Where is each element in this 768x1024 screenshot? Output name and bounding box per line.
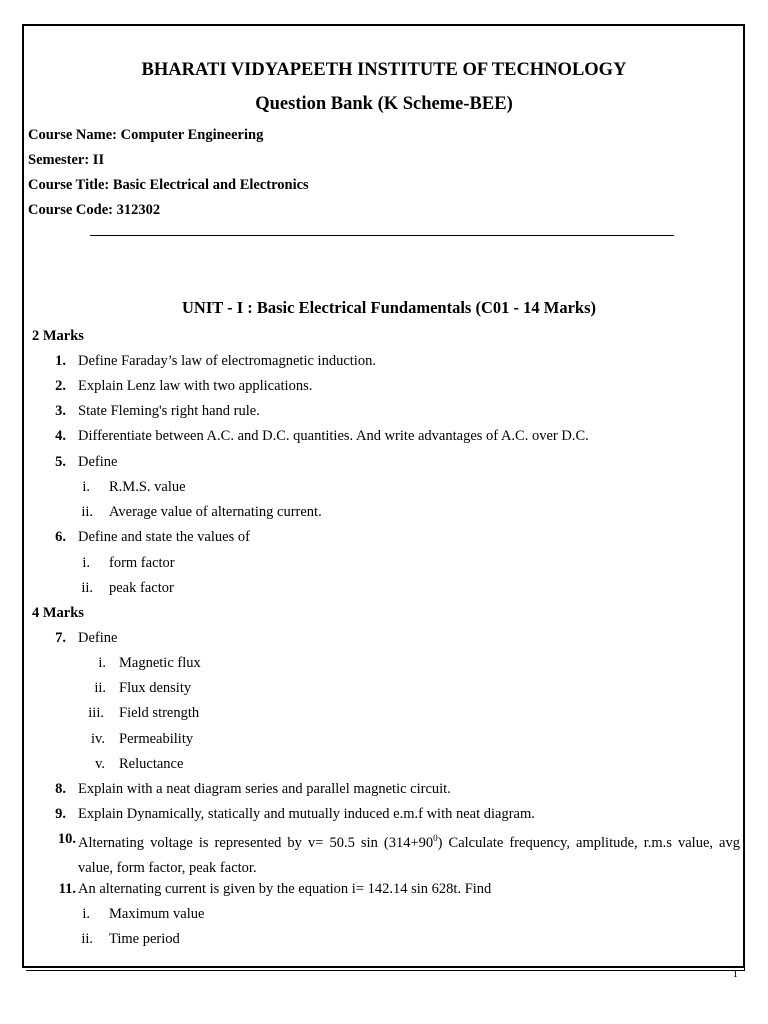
question-text-part: ) Calculate frequency, amplitude, r.m.s value, avg value, form factor, peak factor. bbox=[78, 834, 740, 876]
sub-item-text: R.M.S. value bbox=[109, 479, 186, 495]
question-text-part: Alternating voltage is represented by v= 50.5 sin (314+90 bbox=[78, 834, 434, 851]
question-text bbox=[78, 826, 740, 881]
sub-item-number: i. bbox=[82, 555, 90, 571]
sub-item-number: iii. bbox=[88, 705, 104, 721]
page-number: 1 bbox=[732, 968, 738, 980]
question-text: Explain Dynamically, statically and mutually induced e.m.f with neat diagram. bbox=[78, 806, 535, 822]
institute-title: BHARATI VIDYAPEETH INSTITUTE OF TECHNOLOGY bbox=[141, 60, 627, 80]
sub-item-number: i. bbox=[82, 906, 90, 922]
question-text: Explain Lenz law with two applications. bbox=[78, 378, 313, 394]
semester: Semester: II bbox=[28, 152, 105, 168]
sub-item-number: iv. bbox=[91, 731, 105, 747]
question-number: 2. bbox=[55, 378, 66, 394]
course-title: Course Title: Basic Electrical and Electronics bbox=[28, 177, 309, 193]
header-divider bbox=[90, 235, 674, 236]
sub-item-number: ii. bbox=[81, 580, 93, 596]
sub-item-text: Field strength bbox=[119, 705, 200, 721]
question-text: Define Faraday’s law of electromagnetic induction. bbox=[78, 353, 376, 369]
question-number: 5. bbox=[55, 454, 66, 470]
question-text: Define bbox=[78, 630, 118, 646]
section-4-marks: 4 Marks bbox=[32, 605, 84, 621]
degree-superscript: 0 bbox=[433, 833, 438, 843]
sub-item-number: ii. bbox=[94, 680, 106, 696]
unit-heading: UNIT - I : Basic Electrical Fundamentals (C01 - 14 Marks) bbox=[182, 298, 596, 317]
sub-item-text: Flux density bbox=[119, 680, 192, 696]
document-title: Question Bank (K Scheme-BEE) bbox=[255, 94, 513, 114]
sub-item-text: Magnetic flux bbox=[119, 655, 201, 671]
question-number: 11. bbox=[58, 881, 76, 897]
sub-item-number: i. bbox=[82, 479, 90, 495]
question-number: 10. bbox=[57, 831, 76, 847]
sub-item-text: Time period bbox=[109, 931, 180, 947]
question-text: State Fleming's right hand rule. bbox=[78, 403, 260, 419]
question-number: 8. bbox=[55, 781, 66, 797]
question-number: 6. bbox=[55, 529, 66, 545]
sub-item-text: peak factor bbox=[109, 580, 174, 596]
sub-item-text: form factor bbox=[109, 555, 175, 571]
question-text: Define and state the values of bbox=[78, 529, 250, 545]
sub-item-text: Permeability bbox=[119, 731, 194, 747]
question-number: 9. bbox=[55, 806, 66, 822]
question-number: 7. bbox=[55, 630, 66, 646]
sub-item-text: Reluctance bbox=[119, 756, 184, 772]
question-text: Explain with a neat diagram series and parallel magnetic circuit. bbox=[78, 781, 451, 797]
sub-item-number: v. bbox=[95, 756, 105, 772]
sub-item-number: ii. bbox=[81, 931, 93, 947]
question-text: Differentiate between A.C. and D.C. quantities. And write advantages of A.C. over D.C. bbox=[78, 428, 589, 444]
course-code: Course Code: 312302 bbox=[28, 202, 161, 218]
sub-item-number: ii. bbox=[81, 504, 93, 520]
question-text: Define bbox=[78, 454, 118, 470]
question-number: 4. bbox=[55, 428, 66, 444]
sub-item-text: Maximum value bbox=[109, 906, 205, 922]
question-number: 1. bbox=[55, 353, 66, 369]
course-name: Course Name: Computer Engineering bbox=[28, 127, 264, 143]
question-text: An alternating current is given by the equation i= 142.14 sin 628t. Find bbox=[78, 881, 492, 897]
question-number: 3. bbox=[55, 403, 66, 419]
sub-item-number: i. bbox=[98, 655, 106, 671]
sub-item-text: Average value of alternating current. bbox=[109, 504, 322, 520]
section-2-marks: 2 Marks bbox=[32, 328, 84, 344]
